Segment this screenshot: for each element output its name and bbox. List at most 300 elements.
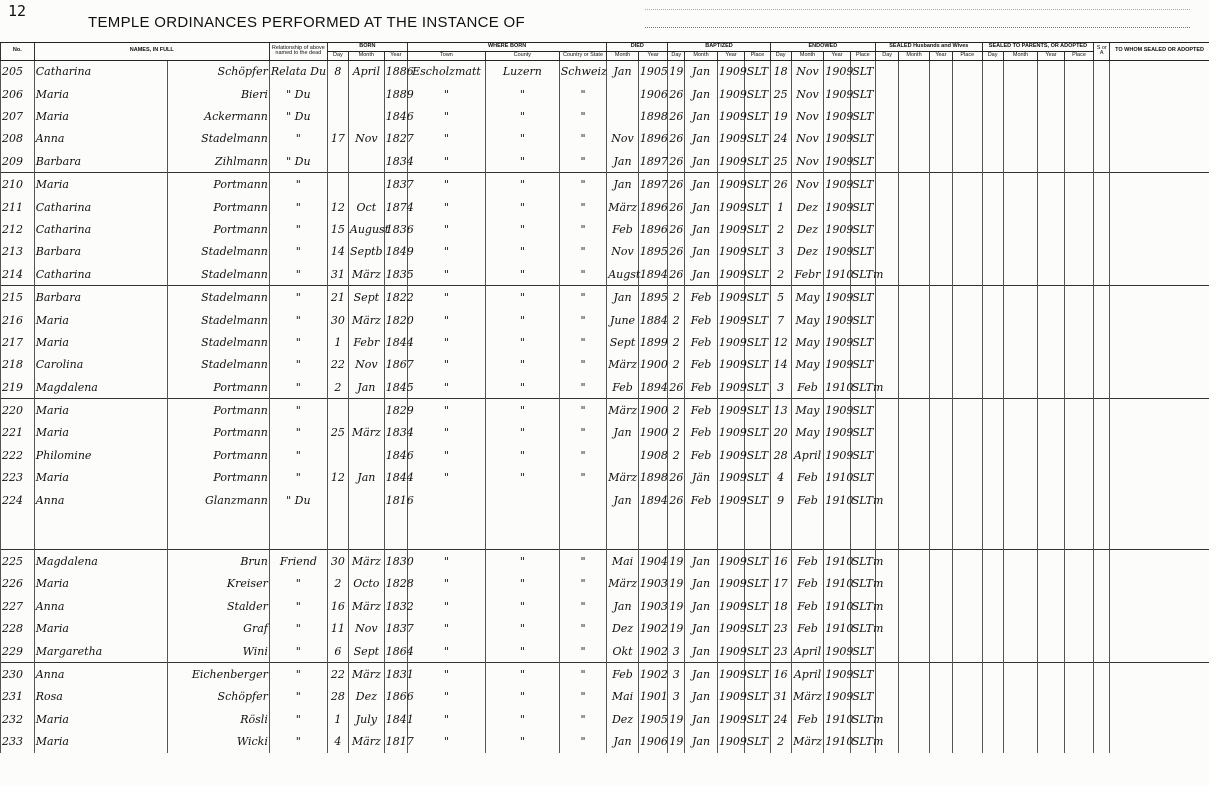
cell-endplace: SLTm	[850, 489, 875, 511]
cell-endday: 18	[770, 60, 791, 83]
cell-bapmonth: Jan	[685, 708, 718, 730]
cell-town: Escholzmatt	[407, 60, 485, 83]
ordinance-register-table	[0, 42, 1209, 753]
cell-bday: 21	[327, 286, 348, 309]
empty-cell	[982, 422, 1003, 444]
empty-cell	[982, 550, 1003, 573]
cell-bapyear: 1909	[717, 376, 744, 399]
empty-cell	[952, 105, 982, 127]
cell-byear: 1836	[384, 218, 407, 240]
cell-bapyear: 1909	[717, 196, 744, 218]
cell-town: "	[407, 218, 485, 240]
cell-surname: Schöpfer	[167, 686, 269, 708]
cell-bapmonth: Feb	[685, 354, 718, 376]
empty-cell	[982, 399, 1003, 422]
cell-bday: 30	[327, 309, 348, 331]
cell-bmonth	[348, 399, 384, 422]
cell-bapday: 26	[668, 241, 685, 263]
cell-surname: Rösli	[167, 708, 269, 730]
cell-bapmonth: Jan	[685, 663, 718, 686]
table-row	[1, 573, 1209, 595]
cell-endday: 3	[770, 241, 791, 263]
cell-dyear: 1895	[638, 286, 668, 309]
cell-town: "	[407, 595, 485, 617]
blank-cell	[485, 511, 559, 550]
cell-bapyear: 1909	[717, 60, 744, 83]
cell-surname: Eichenberger	[167, 663, 269, 686]
cell-bapmonth: Feb	[685, 376, 718, 399]
cell-no: 206	[1, 83, 35, 105]
empty-cell	[1038, 241, 1064, 263]
cell-town: "	[407, 618, 485, 640]
cell-given: Catharina	[34, 60, 167, 83]
cell-given: Catharina	[34, 263, 167, 286]
empty-cell	[1110, 128, 1209, 150]
cell-country: "	[559, 173, 606, 196]
empty-cell	[1064, 686, 1094, 708]
cell-dyear: 1900	[638, 354, 668, 376]
empty-cell	[929, 331, 952, 353]
empty-cell	[1038, 83, 1064, 105]
empty-cell	[982, 444, 1003, 466]
cell-endplace: SLT	[850, 399, 875, 422]
cell-bmonth	[348, 489, 384, 511]
cell-given: Maria	[34, 399, 167, 422]
cell-no: 215	[1, 286, 35, 309]
empty-cell	[1003, 422, 1038, 444]
cell-bapyear: 1909	[717, 241, 744, 263]
table-row	[1, 550, 1209, 573]
cell-bapplace: SLT	[745, 663, 770, 686]
cell-rel: "	[269, 173, 327, 196]
empty-cell	[1094, 444, 1110, 466]
empty-cell	[1094, 595, 1110, 617]
cell-endplace: SLT	[850, 686, 875, 708]
cell-dyear: 1896	[638, 196, 668, 218]
cell-bday: 1	[327, 708, 348, 730]
empty-cell	[1110, 173, 1209, 196]
cell-dmonth: Dez	[607, 708, 639, 730]
cell-country: "	[559, 686, 606, 708]
cell-surname: Ackermann	[167, 105, 269, 127]
empty-cell	[1094, 105, 1110, 127]
header-where-born: WHERE BORN	[407, 43, 606, 52]
empty-cell	[1064, 708, 1094, 730]
table-row	[1, 309, 1209, 331]
cell-surname: Stadelmann	[167, 331, 269, 353]
cell-bday	[327, 83, 348, 105]
cell-endday: 2	[770, 218, 791, 240]
cell-dyear: 1898	[638, 467, 668, 489]
cell-endday: 2	[770, 730, 791, 752]
cell-no: 225	[1, 550, 35, 573]
empty-cell	[952, 444, 982, 466]
empty-cell	[1038, 686, 1064, 708]
empty-cell	[1110, 444, 1209, 466]
cell-endmonth: Nov	[791, 83, 824, 105]
cell-town: "	[407, 640, 485, 663]
cell-dyear: 1901	[638, 686, 668, 708]
cell-byear: 1834	[384, 422, 407, 444]
cell-surname: Bieri	[167, 83, 269, 105]
cell-given: Anna	[34, 663, 167, 686]
empty-cell	[982, 489, 1003, 511]
empty-cell	[899, 376, 930, 399]
cell-endday: 3	[770, 376, 791, 399]
empty-cell	[876, 331, 899, 353]
empty-cell	[1003, 309, 1038, 331]
cell-bapmonth: Jan	[685, 618, 718, 640]
cell-rel: "	[269, 708, 327, 730]
cell-bapday: 2	[668, 444, 685, 466]
cell-country	[559, 489, 606, 511]
cell-endplace: SLTm	[850, 263, 875, 286]
blank-cell	[327, 511, 348, 550]
empty-cell	[1110, 422, 1209, 444]
empty-cell	[1094, 309, 1110, 331]
cell-county: "	[485, 241, 559, 263]
empty-cell	[982, 595, 1003, 617]
empty-cell	[952, 640, 982, 663]
cell-endplace: SLT	[850, 83, 875, 105]
cell-endday: 24	[770, 708, 791, 730]
empty-cell	[929, 422, 952, 444]
empty-cell	[952, 286, 982, 309]
cell-dyear: 1899	[638, 331, 668, 353]
cell-endyear: 1909	[824, 444, 850, 466]
blank-cell	[745, 511, 770, 550]
cell-given: Margaretha	[34, 640, 167, 663]
cell-endyear: 1909	[824, 309, 850, 331]
cell-endyear: 1910	[824, 376, 850, 399]
empty-cell	[1094, 399, 1110, 422]
empty-cell	[982, 663, 1003, 686]
empty-cell	[1003, 83, 1038, 105]
cell-bapmonth: Jan	[685, 595, 718, 617]
table-row	[1, 467, 1209, 489]
cell-bday: 1	[327, 331, 348, 353]
empty-cell	[929, 467, 952, 489]
cell-town	[407, 489, 485, 511]
cell-surname: Stalder	[167, 595, 269, 617]
cell-endday: 9	[770, 489, 791, 511]
empty-cell	[952, 708, 982, 730]
cell-surname: Brun	[167, 550, 269, 573]
table-row	[1, 331, 1209, 353]
table-row	[1, 376, 1209, 399]
empty-cell	[982, 640, 1003, 663]
cell-dmonth: März	[607, 196, 639, 218]
empty-cell	[982, 331, 1003, 353]
cell-no: 228	[1, 618, 35, 640]
cell-no: 227	[1, 595, 35, 617]
cell-endmonth: May	[791, 399, 824, 422]
cell-bapplace: SLT	[745, 618, 770, 640]
cell-dyear: 1906	[638, 730, 668, 752]
cell-no: 205	[1, 60, 35, 83]
empty-cell	[929, 444, 952, 466]
cell-given: Carolina	[34, 354, 167, 376]
empty-cell	[1094, 354, 1110, 376]
cell-endmonth: März	[791, 730, 824, 752]
empty-cell	[1003, 128, 1038, 150]
empty-cell	[899, 354, 930, 376]
empty-cell	[1110, 618, 1209, 640]
cell-dmonth: Mai	[607, 550, 639, 573]
header-to-whom: TO WHOM SEALED OR ADOPTED	[1110, 43, 1209, 61]
cell-bapyear: 1909	[717, 128, 744, 150]
cell-dyear: 1904	[638, 550, 668, 573]
empty-cell	[1064, 444, 1094, 466]
cell-byear: 1829	[384, 399, 407, 422]
cell-surname: Wini	[167, 640, 269, 663]
cell-given: Anna	[34, 128, 167, 150]
cell-given: Catharina	[34, 218, 167, 240]
header-bap-day: Day	[668, 51, 685, 60]
header-died: DIED	[607, 43, 668, 52]
cell-rel: "	[269, 263, 327, 286]
empty-cell	[899, 489, 930, 511]
cell-endday: 23	[770, 618, 791, 640]
empty-cell	[876, 241, 899, 263]
cell-bapplace: SLT	[745, 686, 770, 708]
empty-cell	[876, 150, 899, 173]
cell-bapday: 26	[668, 83, 685, 105]
cell-bapplace: SLT	[745, 422, 770, 444]
cell-bapyear: 1909	[717, 331, 744, 353]
cell-endmonth: Nov	[791, 150, 824, 173]
cell-endyear: 1910	[824, 595, 850, 617]
empty-cell	[1038, 105, 1064, 127]
cell-bapplace: SLT	[745, 489, 770, 511]
blank-cell	[1038, 511, 1064, 550]
cell-bapplace: SLT	[745, 105, 770, 127]
cell-surname: Portmann	[167, 422, 269, 444]
empty-cell	[1094, 686, 1110, 708]
cell-bapday: 26	[668, 218, 685, 240]
cell-given: Rosa	[34, 686, 167, 708]
empty-cell	[1064, 286, 1094, 309]
cell-no: 223	[1, 467, 35, 489]
empty-cell	[1003, 105, 1038, 127]
cell-dmonth: März	[607, 354, 639, 376]
cell-bapyear: 1909	[717, 286, 744, 309]
cell-surname: Stadelmann	[167, 354, 269, 376]
blank-cell	[1, 511, 35, 550]
blank-cell	[770, 511, 791, 550]
cell-rel: "	[269, 686, 327, 708]
cell-dmonth: Mai	[607, 686, 639, 708]
empty-cell	[899, 241, 930, 263]
empty-cell	[982, 618, 1003, 640]
cell-dmonth: Nov	[607, 241, 639, 263]
header-no: No.	[1, 43, 35, 61]
cell-endday: 28	[770, 444, 791, 466]
cell-endyear: 1910	[824, 263, 850, 286]
empty-cell	[1094, 196, 1110, 218]
cell-byear: 1846	[384, 105, 407, 127]
cell-bapplace: SLT	[745, 286, 770, 309]
empty-cell	[1003, 173, 1038, 196]
cell-no: 212	[1, 218, 35, 240]
cell-town: "	[407, 83, 485, 105]
cell-bday: 15	[327, 218, 348, 240]
cell-county: "	[485, 83, 559, 105]
empty-cell	[982, 263, 1003, 286]
cell-bmonth: März	[348, 730, 384, 752]
cell-county: "	[485, 196, 559, 218]
cell-bapyear: 1909	[717, 173, 744, 196]
cell-byear: 1827	[384, 128, 407, 150]
cell-bday: 17	[327, 128, 348, 150]
empty-cell	[982, 730, 1003, 752]
cell-endmonth: Febr	[791, 263, 824, 286]
cell-no: 233	[1, 730, 35, 752]
empty-cell	[1038, 354, 1064, 376]
cell-bday	[327, 150, 348, 173]
cell-endplace: SLT	[850, 331, 875, 353]
cell-endmonth: Dez	[791, 196, 824, 218]
cell-byear: 1822	[384, 286, 407, 309]
cell-endmonth: Dez	[791, 218, 824, 240]
cell-endday: 16	[770, 550, 791, 573]
cell-bday	[327, 173, 348, 196]
blank-cell	[269, 511, 327, 550]
empty-cell	[1064, 595, 1094, 617]
header-died-month: Month	[607, 51, 639, 60]
cell-town: "	[407, 399, 485, 422]
cell-endday: 13	[770, 399, 791, 422]
cell-surname: Stadelmann	[167, 309, 269, 331]
cell-bapday: 26	[668, 489, 685, 511]
cell-byear: 1817	[384, 730, 407, 752]
empty-cell	[929, 686, 952, 708]
header-bap-year: Year	[717, 51, 744, 60]
empty-cell	[876, 399, 899, 422]
cell-endplace: SLTm	[850, 376, 875, 399]
cell-endmonth: May	[791, 354, 824, 376]
empty-cell	[876, 309, 899, 331]
cell-bapmonth: Jan	[685, 550, 718, 573]
empty-cell	[1094, 730, 1110, 752]
blank-cell	[1003, 511, 1038, 550]
blank-cell	[876, 511, 899, 550]
cell-country: "	[559, 83, 606, 105]
cell-dmonth: Feb	[607, 663, 639, 686]
empty-cell	[952, 331, 982, 353]
cell-county: "	[485, 618, 559, 640]
empty-cell	[1094, 550, 1110, 573]
cell-endyear: 1910	[824, 467, 850, 489]
empty-cell	[1110, 150, 1209, 173]
empty-cell	[952, 550, 982, 573]
header-born: BORN	[327, 43, 407, 52]
cell-county: "	[485, 354, 559, 376]
cell-given: Maria	[34, 83, 167, 105]
cell-endyear: 1910	[824, 489, 850, 511]
empty-cell	[929, 218, 952, 240]
cell-endplace: SLTm	[850, 595, 875, 617]
table-row	[1, 83, 1209, 105]
empty-cell	[876, 60, 899, 83]
empty-cell	[1003, 595, 1038, 617]
cell-rel: "	[269, 196, 327, 218]
empty-cell	[1094, 286, 1110, 309]
cell-rel: " Du	[269, 489, 327, 511]
empty-cell	[899, 331, 930, 353]
empty-cell	[876, 467, 899, 489]
header-baptized: BAPTIZED	[668, 43, 770, 52]
cell-bday: 25	[327, 422, 348, 444]
cell-bapday: 26	[668, 105, 685, 127]
cell-bapday: 3	[668, 686, 685, 708]
cell-country: "	[559, 150, 606, 173]
cell-dyear: 1895	[638, 241, 668, 263]
empty-cell	[1110, 686, 1209, 708]
blank-cell	[1110, 511, 1209, 550]
cell-endday: 5	[770, 286, 791, 309]
cell-given: Maria	[34, 173, 167, 196]
cell-town: "	[407, 331, 485, 353]
empty-cell	[1003, 467, 1038, 489]
empty-cell	[1094, 150, 1110, 173]
cell-given: Maria	[34, 708, 167, 730]
empty-cell	[1110, 60, 1209, 83]
cell-county: "	[485, 663, 559, 686]
cell-no: 218	[1, 354, 35, 376]
cell-no: 219	[1, 376, 35, 399]
cell-bapyear: 1909	[717, 467, 744, 489]
cell-town: "	[407, 286, 485, 309]
cell-bapmonth: Feb	[685, 489, 718, 511]
cell-endmonth: May	[791, 331, 824, 353]
cell-bapmonth: Jan	[685, 196, 718, 218]
cell-county: "	[485, 640, 559, 663]
cell-no: 220	[1, 399, 35, 422]
empty-cell	[929, 286, 952, 309]
empty-cell	[1110, 467, 1209, 489]
cell-endmonth: May	[791, 309, 824, 331]
cell-byear: 1846	[384, 444, 407, 466]
cell-bapyear: 1909	[717, 618, 744, 640]
cell-bapyear: 1909	[717, 595, 744, 617]
cell-given: Catharina	[34, 196, 167, 218]
empty-cell	[982, 573, 1003, 595]
header-born-day: Day	[327, 51, 348, 60]
cell-bapyear: 1909	[717, 489, 744, 511]
cell-surname: Stadelmann	[167, 241, 269, 263]
table-row	[1, 618, 1209, 640]
cell-surname: Stadelmann	[167, 128, 269, 150]
cell-bapyear: 1909	[717, 309, 744, 331]
cell-given: Maria	[34, 422, 167, 444]
empty-cell	[1110, 354, 1209, 376]
table-row	[1, 105, 1209, 127]
empty-cell	[982, 467, 1003, 489]
cell-rel: "	[269, 618, 327, 640]
empty-cell	[929, 263, 952, 286]
cell-endyear: 1909	[824, 686, 850, 708]
cell-country: "	[559, 640, 606, 663]
cell-dmonth	[607, 83, 639, 105]
blank-cell	[982, 511, 1003, 550]
cell-dyear: 1900	[638, 422, 668, 444]
header-s-or-a: S or A	[1094, 43, 1110, 61]
empty-cell	[1003, 708, 1038, 730]
cell-endday: 20	[770, 422, 791, 444]
cell-bmonth: Oct	[348, 196, 384, 218]
table-row	[1, 173, 1209, 196]
